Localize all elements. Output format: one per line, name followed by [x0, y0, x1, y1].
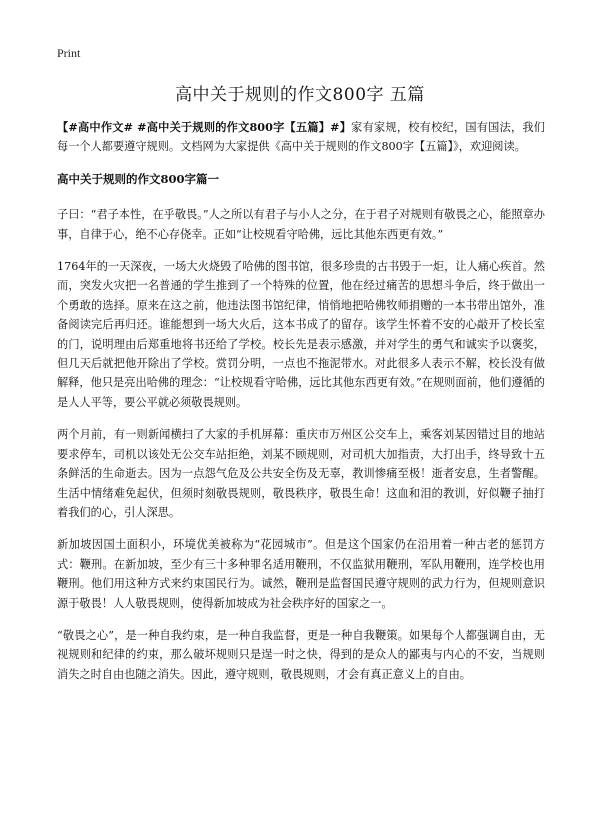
print-link[interactable]: Print — [57, 46, 81, 60]
intro-text: 家有家规，校有校纪，国有国法，我们每一个人都要遵守规则。文档网为大家提供《高中关于规则的作文800字【五篇】》，欢迎阅读。 — [57, 121, 545, 154]
section-heading: 高中关于规则的作文800字篇一 — [57, 171, 220, 186]
body-paragraph-1: 子曰：“君子本性，在乎敬畏。”人之所以有君子与小人之分，在于君子对规则有敬畏之心，能照章办事，自律于心，绝不心存侥幸。正如“让校规看守哈佛，远比其他东西更有效。” — [57, 208, 545, 241]
body-paragraph-2: 1764年的一天深夜，一场大火烧毁了哈佛的图书馆，很多珍贵的古书毁于一炬，让人痛心疾首。然而，突发火灾把一名普通的学生推到了一个特殊的位置，他在经过痛苦的思想斗争后，终于做出一个勇敢的选择。原来在这之前，他违法图书馆纪律，悄悄地把哈佛牧师捐赠的一本书带出馆外，准备阅读完后再归还。谁能想到一场大火后，这本书成了的留存。该学生怀着不安的心敲开了校长室的门，说明理由后郑重地将书还给了学校。校长先是表示感激，并对学生的勇气和诚实予以褒奖，但几天后就把他开除出了学校。赏罚分明，一点也不拖泥带水。对此很多人表示不解，校长没有做解释，他只是亮出哈佛的理念：“让校规看守哈佛，远比其他东西更有效。”在规则面前，他们遵循的是人人平等，要公平就必须敬畏规则。 — [57, 260, 545, 409]
body-paragraph-4: 新加坡因国土面积小，环境优美被称为“花园城市”。但是这个国家仍在沿用着一种古老的惩罚方式：鞭刑。在新加坡，至少有三十多种罪名适用鞭刑，不仅监狱用鞭刑，军队用鞭刑，连学校也用鞭刑。他们用这种方式来约束国民行为。诚然，鞭刑是监督国民遵守规则的武力行为，但规则意识源于敬畏！人人敬畏规则，使得新加坡成为社会秩序好的国家之一。 — [57, 538, 545, 610]
document-title: 高中关于规则的作文800字 五篇 — [175, 85, 425, 105]
intro-paragraph — [57, 118, 545, 157]
body-paragraph-5: “敬畏之心”，是一种自我约束，是一种自我监督，更是一种自我鞭策。如果每个人都强调自由，无视规则和纪律的约束，那么破坏规则只是逞一时之快，得到的是众人的鄙夷与内心的不安，当规则消失之时自由也随之消失。因此，遵守规则，敬畏规则，才会有真正意义上的自由。 — [57, 628, 545, 681]
body-paragraph-3: 两个月前，有一则新闻横扫了大家的手机屏幕：重庆市万州区公交车上，乘客刘某因错过目的地站要求停车，司机以该处无公交车站拒绝，刘某不顾规则，对司机大加指责，大打出手，终导致十五条鲜活的生命逝去。因为一点怨气危及公共安全伤及无辜，教训惨痛至极！逝者安息，生者警醒。生活中情绪难免起伏，但须时刻敬畏规则，敬畏秩序，敬畏生命！这血和泪的教训，好似鞭子抽打着我们的心，引人深思。 — [57, 428, 545, 519]
document-body — [57, 118, 545, 697]
intro-tag: 【#高中作文# #高中关于规则的作文800字【五篇】#】 — [57, 120, 352, 134]
